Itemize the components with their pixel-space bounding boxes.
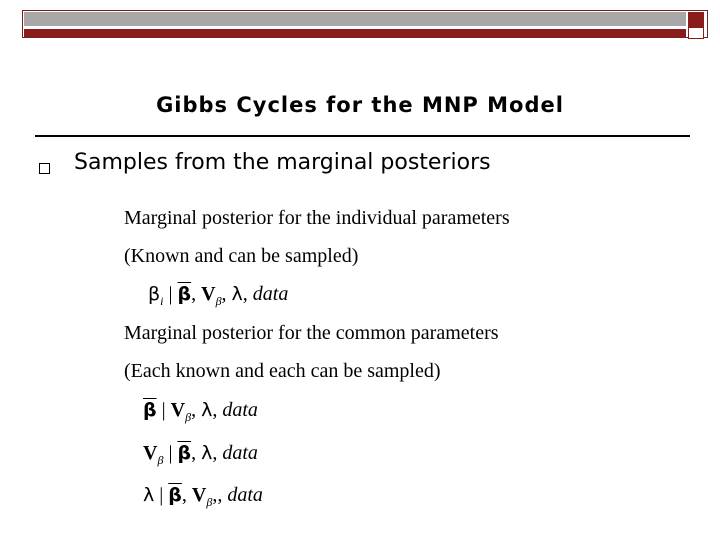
subscript-beta: β <box>185 410 192 424</box>
formula-individual <box>148 283 288 309</box>
beta-bar-symbol: $\overline{\beta}$ <box>143 399 157 421</box>
header-bar-gray <box>24 12 686 26</box>
subscript-beta: β <box>215 294 222 308</box>
beta-bar-symbol: $\overline{\beta}$ <box>168 484 182 506</box>
subscript-beta: β <box>157 453 164 467</box>
data-word: data <box>227 484 263 506</box>
lambda-symbol: λ <box>201 399 213 421</box>
lambda-symbol: λ <box>231 283 243 305</box>
text-line-1: Marginal posterior for the individual parameters <box>124 207 510 229</box>
comma: , <box>181 484 192 506</box>
text-line-3: Marginal posterior for the common parameters <box>124 322 499 344</box>
formula-betabar <box>143 399 258 425</box>
beta-symbol: β <box>148 283 161 305</box>
formula-lambda <box>143 484 263 510</box>
subscript-i: i <box>160 294 164 308</box>
data-word: data <box>222 442 258 464</box>
comma: , <box>191 399 202 421</box>
text-line-2: (Known and can be sampled) <box>124 245 359 267</box>
slide-title: Gibbs Cycles for the MNP Model <box>156 93 564 117</box>
given-bar: | <box>161 399 166 421</box>
given-bar: | <box>168 442 173 464</box>
beta-bar-symbol: $\overline{\beta}$ <box>177 283 192 305</box>
beta-bar-symbol: $\overline{\beta}$ <box>177 442 192 464</box>
given-bar: | <box>159 484 164 506</box>
v-symbol: V <box>170 399 186 421</box>
bullet-square-icon <box>39 163 50 174</box>
comma: , <box>191 283 202 305</box>
subscript-beta: β <box>206 495 213 509</box>
bullet-text: Samples from the marginal posteriors <box>74 150 491 175</box>
v-symbol: V <box>201 283 216 305</box>
comma: , <box>242 283 253 305</box>
formula-vbeta <box>143 442 258 468</box>
header-square-filled <box>688 12 704 28</box>
header-bar-red <box>24 29 686 37</box>
data-word: data <box>252 283 289 305</box>
comma: , <box>212 399 223 421</box>
comma: ,, <box>212 484 228 506</box>
given-bar: | <box>168 283 173 305</box>
comma: , <box>221 283 232 305</box>
lambda-symbol: λ <box>143 484 155 506</box>
data-word: data <box>222 399 258 421</box>
text-line-4: (Each known and each can be sampled) <box>124 360 441 382</box>
comma: , <box>212 442 223 464</box>
header-square-outline <box>688 27 704 39</box>
comma: , <box>191 442 202 464</box>
lambda-symbol: λ <box>201 442 213 464</box>
v-symbol: V <box>191 484 207 506</box>
v-symbol: V <box>143 442 158 464</box>
title-divider <box>35 135 690 137</box>
